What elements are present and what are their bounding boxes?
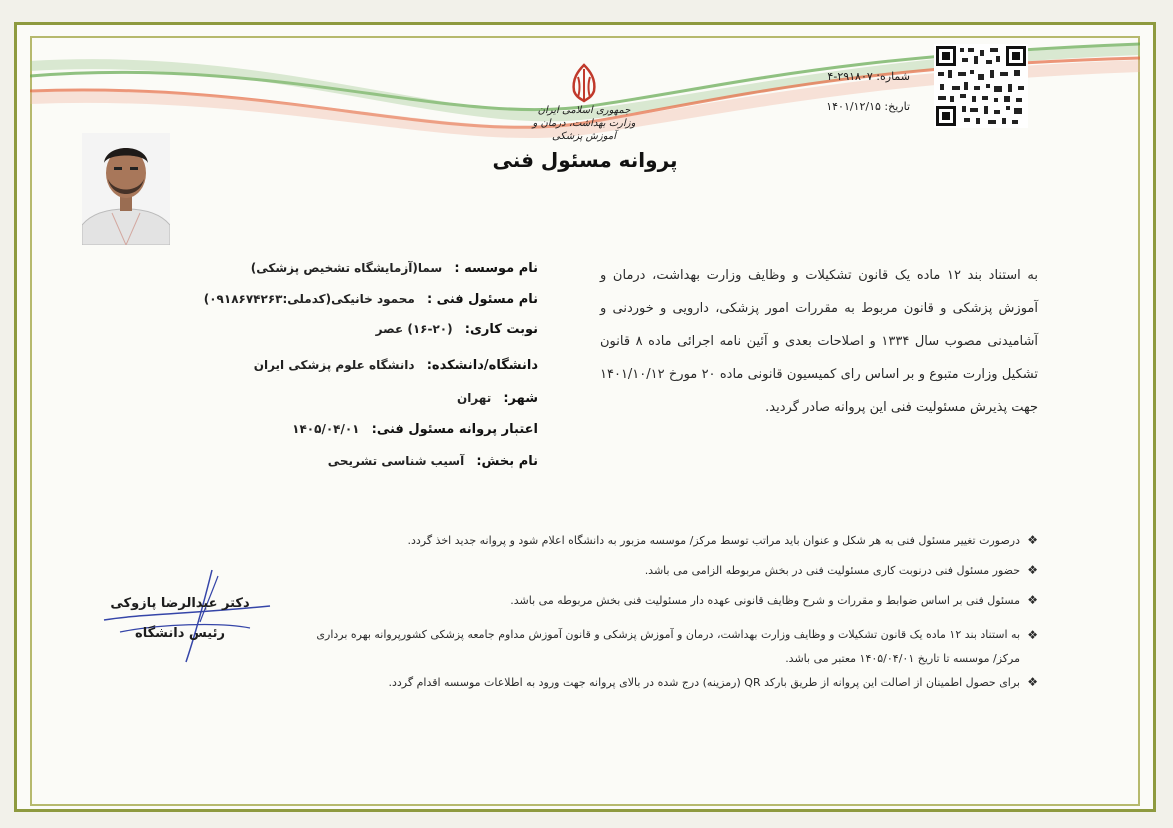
note-text: برای حصول اطمینان از اصالت این پروانه از طریق بارکد QR (رمزینه) درج شده در بالای پروانه جهت ورود به اطلاعات موسسه اقدام گردد. [388, 676, 1020, 689]
signature-mark [100, 562, 280, 672]
note-text: مسئول فنی بر اساس ضوابط و مقررات و شرح وظایف قانونی عهده دار مسئولیت فنی بخش مربوطه می باشد. [510, 594, 1020, 607]
diamond-bullet-icon: ❖ [1027, 533, 1038, 547]
certificate-body-text: به استناد بند ۱۲ ماده یک قانون تشکیلات و وظایف وزارت بهداشت، درمان و آموزش پزشکی و قانون مربوط به مقررات امور پزشکی، دارویی و خوردنی و آشامیدنی مصوب سال ۱۳۳۴ و اصلاحات بعدی و آئین نامه اجرائی ماده ۸ قانون تشکیل وزارت متبوع و بر اساس رای کمیسیون قانونی ماده ۲۰ مورخ ۱۴۰۱/۱۰/۱۲ جهت پذیرش مسئولیت فنی این پروانه صادر گردید. [600, 268, 1039, 415]
shift-row [200, 322, 538, 337]
certificate-title: پروانه مسئول فنی [492, 148, 678, 172]
department-row [200, 454, 538, 469]
date-value: ۱۴۰۱/۱۲/۱۵ [826, 100, 881, 113]
diamond-bullet-icon: ❖ [1027, 593, 1038, 607]
department-label: نام بخش: [476, 454, 538, 469]
validity-label: اعتبار پروانه مسئول فنی: [371, 422, 538, 437]
note-item [300, 675, 1038, 690]
shift-label: نوبت کاری: [464, 322, 538, 337]
note-item [300, 563, 1038, 578]
signer-title: رئیس دانشگاه [135, 626, 225, 641]
notes-list [300, 533, 1038, 705]
technical-manager-value: محمود خانیکی(کدملی:۰۹۱۸۶۷۴۲۶۳) [203, 292, 415, 306]
note-item [300, 533, 1038, 548]
number-value: ۲۹۱۸۰۷-۴ [827, 70, 873, 83]
note-item [300, 593, 1038, 608]
republic-text: جمهوری اسلامی ایران [537, 105, 631, 116]
signer-name: دکتر عبدالرضا پازوکی [110, 596, 250, 611]
note-text: درصورت تغییر مسئول فنی به هر شکل و عنوان باید مراتب توسط مرکز/ موسسه مزبور به دانشگاه اعلام شود و پروانه جدید اخذ گردد. [407, 534, 1020, 547]
number-label: شماره: [876, 70, 910, 83]
city-row [200, 391, 538, 406]
qr-code-icon[interactable] [934, 44, 1028, 128]
institution-label: نام موسسه : [454, 261, 538, 276]
technical-manager-label: نام مسئول فنی : [426, 292, 538, 307]
note-text: حضور مسئول فنی درنوبت کاری مسئولیت فنی در بخش مربوطه الزامی می باشد. [644, 564, 1020, 577]
validity-row [200, 422, 538, 437]
diamond-bullet-icon: ❖ [1027, 675, 1038, 689]
certificate-date [720, 100, 910, 113]
department-value: آسیب شناسی تشریحی [327, 454, 465, 468]
person-photo [82, 133, 170, 245]
diamond-bullet-icon: ❖ [1027, 563, 1038, 577]
header-subtitle [520, 104, 648, 143]
validity-value: ۱۴۰۵/۰۴/۰۱ [292, 422, 360, 436]
institution-row [200, 261, 538, 276]
institution-value: سما(آزمایشگاه تشخیص پزشکی) [250, 261, 443, 275]
certificate-number [720, 70, 910, 83]
city-label: شهر: [503, 391, 538, 406]
note-text: به استناد بند ۱۲ ماده یک قانون تشکیلات و وظایف وزارت بهداشت، درمان و آموزش پزشکی و قانون آموزش مداوم جامعه پزشکی کشورپروانه بهره برداری مرکز/ موسسه تا تاریخ ۱۴۰۵/۰۴/۰۱ معتبر می باشد. [316, 628, 1020, 665]
university-row [200, 358, 538, 373]
city-value: تهران [456, 391, 492, 405]
note-item [300, 623, 1038, 671]
iran-emblem-icon [564, 61, 604, 105]
shift-value: (۲۰-۱۶) عصر [375, 322, 453, 336]
university-value: دانشگاه علوم پزشکی ایران [253, 358, 415, 372]
university-label: دانشگاه/دانشکده: [426, 358, 538, 373]
date-label: تاریخ: [884, 100, 910, 113]
diamond-bullet-icon: ❖ [1027, 628, 1038, 642]
technical-manager-row [200, 292, 538, 307]
ministry-text: وزارت بهداشت، درمان و آموزش پزشکی [532, 118, 636, 142]
